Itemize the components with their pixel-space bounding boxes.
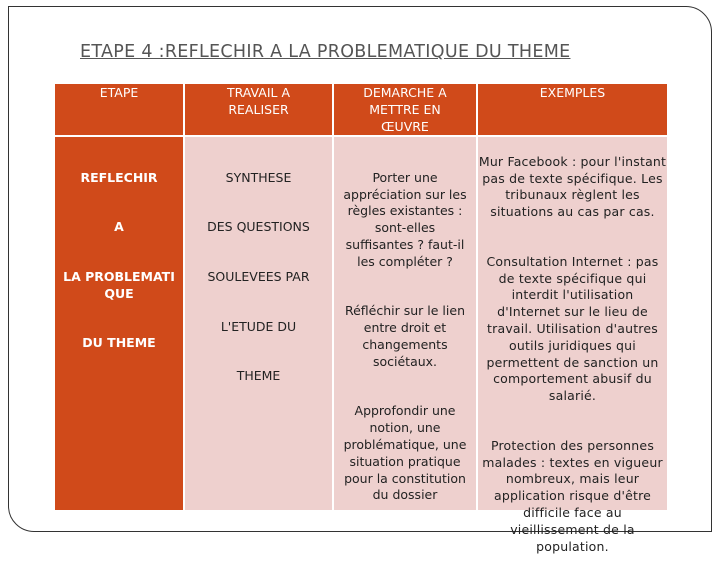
page-title: ETAPE 4 :REFLECHIR A LA PROBLEMATIQUE DU THEME: [80, 42, 571, 62]
header-travail: TRAVAIL A REALISER: [185, 84, 332, 135]
demarche-paragraph: Réfléchir sur le lien entre droit et changements sociétaux.: [344, 303, 465, 369]
travail-line: SYNTHESE: [225, 169, 292, 185]
etape-cell: [55, 137, 183, 510]
header-demarche: DEMARCHE A METTRE EN ŒUVRE: [334, 84, 476, 135]
exemple-paragraph: Protection des personnes malades : textes en vigueur nombreux, mais leur application risque d'être difficile face au vieillissement de la population.: [482, 437, 663, 554]
exemples-cell: [478, 137, 667, 554]
demarche-paragraph: Approfondir une notion, une problématique, une situation pratique pour la constitution du dossier: [343, 403, 467, 503]
header-exemples: EXEMPLES: [478, 84, 667, 135]
exemple-paragraph: Mur Facebook : pour l'instant pas de texte spécifique. Les tribunaux règlent les situations au cas par cas.: [478, 153, 667, 220]
etape-line: LA PROBLEMATI QUE: [63, 268, 175, 301]
etape-line: A: [114, 219, 124, 235]
header-etape: ETAPE: [55, 84, 183, 135]
steps-table: [55, 84, 667, 554]
exemple-paragraph: Consultation Internet : pas de texte spécifique qui interdit l'utilisation d'Internet sur le lieu de travail. Utilisation d'autres outils juridiques qui permettent de sanction un comportement abusif du salarié.: [486, 253, 659, 404]
travail-line: DES QUESTIONS: [207, 219, 310, 235]
etape-line: REFLECHIR: [80, 169, 158, 185]
demarche-paragraph: Porter une appréciation sur les règles existantes : sont-elles suffisantes ? faut-il les compléter ?: [343, 169, 467, 269]
travail-line: THEME: [236, 368, 281, 384]
travail-line: SOULEVEES PAR: [207, 268, 310, 284]
demarche-cell: [334, 137, 476, 510]
travail-line: L'ETUDE DU: [220, 318, 297, 334]
etape-line: DU THEME: [82, 335, 156, 351]
travail-cell: [185, 137, 332, 510]
